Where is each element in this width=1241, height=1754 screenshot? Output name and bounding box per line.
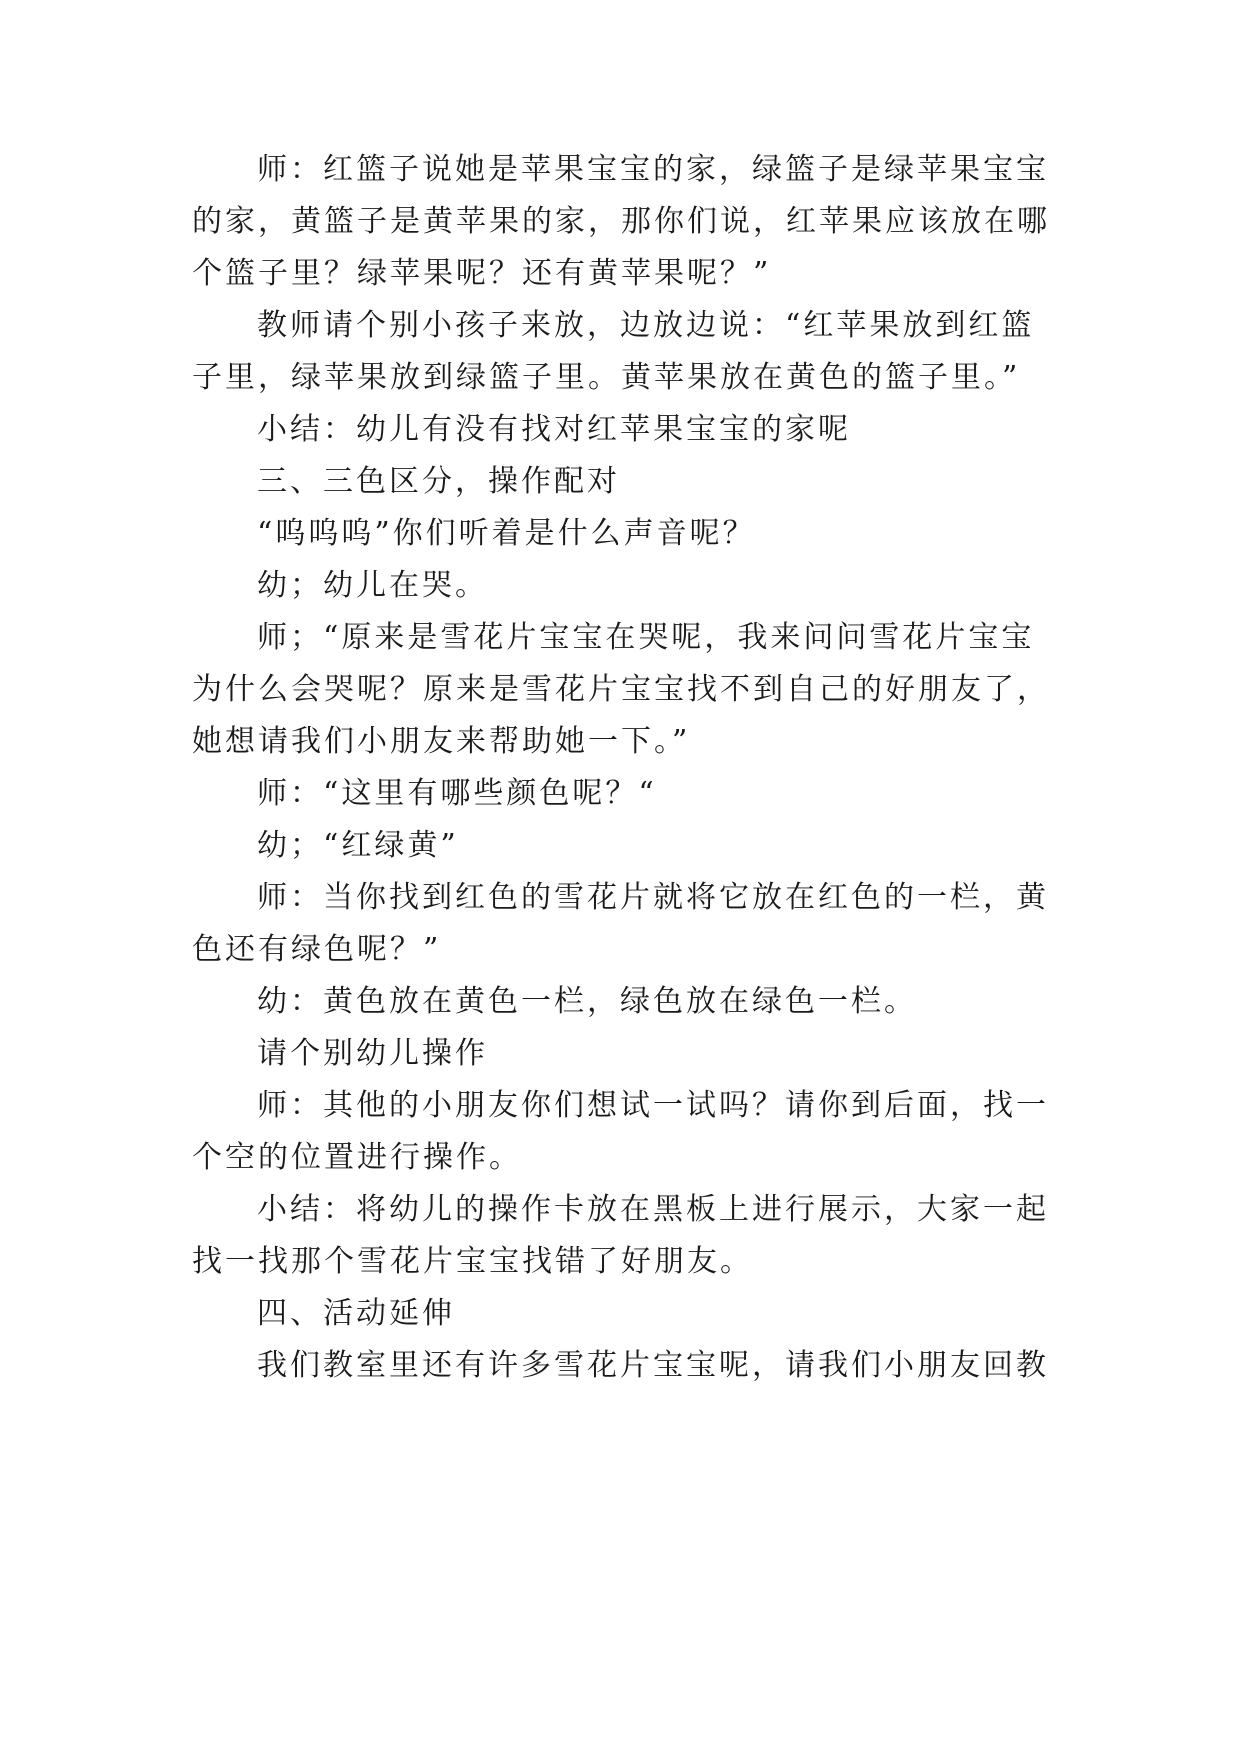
paragraph-line: “呜呜呜”你们听着是什么声音呢？	[257, 516, 756, 551]
paragraph-line: 她想请我们小朋友来帮助她一下。”	[192, 724, 691, 759]
summary-line: 找一找那个雪花片宝宝找错了好朋友。	[192, 1244, 753, 1279]
summary-line: 小结：幼儿有没有找对红苹果宝宝的家呢	[257, 412, 851, 447]
paragraph-line: 为什么会哭呢？原来是雪花片宝宝找不到自己的好朋友了，	[192, 672, 1050, 707]
paragraph-line: 色还有绿色呢？”	[192, 932, 442, 967]
paragraph-line: 师：红篮子说她是苹果宝宝的家，绿篮子是绿苹果宝宝	[257, 152, 1049, 187]
paragraph-line: 幼：黄色放在黄色一栏，绿色放在绿色一栏。	[257, 984, 917, 1019]
paragraph-line: 师；“原来是雪花片宝宝在哭呢，我来问问雪花片宝宝	[257, 620, 1035, 655]
paragraph-line: 子里，绿苹果放到绿篮子里。黄苹果放在黄色的篮子里。”	[192, 360, 1021, 395]
paragraph-line: 师：其他的小朋友你们想试一试吗？请你到后面，找一	[257, 1088, 1049, 1123]
paragraph-line: 个篮子里？绿苹果呢？还有黄苹果呢？”	[192, 256, 772, 291]
paragraph-line: 我们教室里还有许多雪花片宝宝呢，请我们小朋友回教	[257, 1348, 1049, 1383]
paragraph-line: 请个别幼儿操作	[257, 1036, 488, 1071]
paragraph-line: 的家，黄篮子是黄苹果的家，那你们说，红苹果应该放在哪	[192, 204, 1050, 239]
section-heading: 四、活动延伸	[257, 1296, 455, 1331]
paragraph-line: 师：“这里有哪些颜色呢？“	[257, 776, 657, 811]
section-heading: 三、三色区分，操作配对	[257, 464, 620, 499]
paragraph-line: 幼；“红绿黄”	[257, 828, 459, 863]
summary-line: 小结：将幼儿的操作卡放在黑板上进行展示，大家一起	[257, 1192, 1049, 1227]
paragraph-line: 个空的位置进行操作。	[192, 1140, 522, 1175]
paragraph-line: 幼；幼儿在哭。	[257, 568, 488, 603]
paragraph-line: 师：当你找到红色的雪花片就将它放在红色的一栏，黄	[257, 880, 1049, 915]
paragraph-line: 教师请个别小孩子来放，边放边说：“红苹果放到红篮	[257, 308, 1035, 343]
